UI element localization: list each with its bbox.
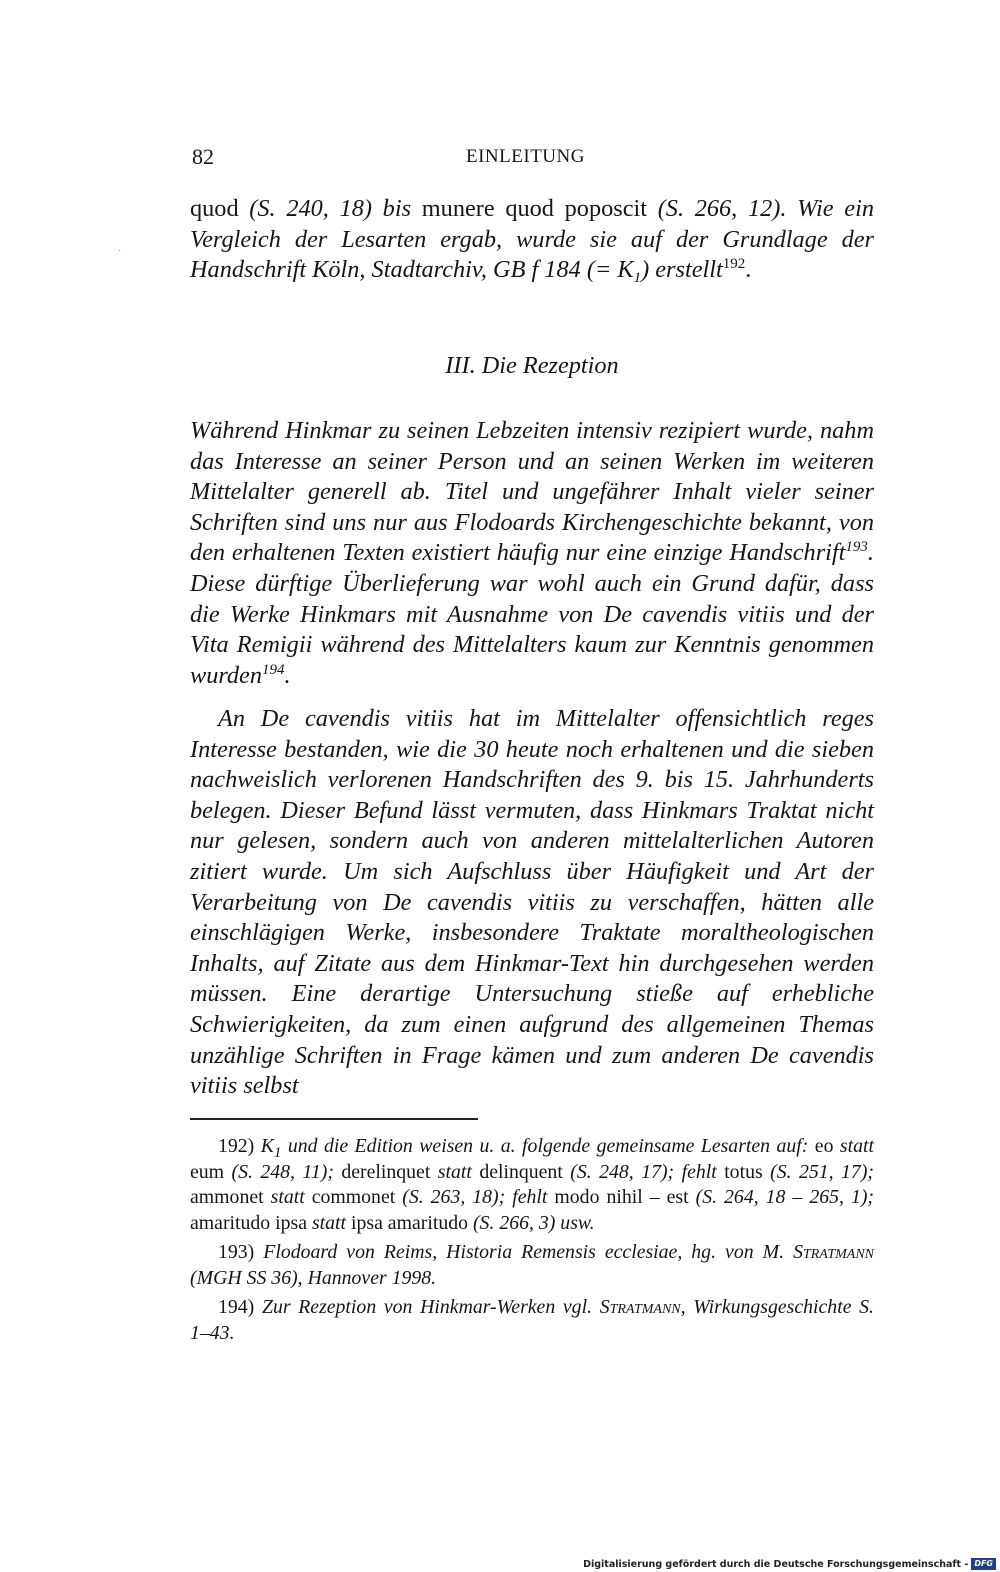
footnote-192 bbox=[190, 1134, 874, 1236]
footnote-text: (S. 263, 18); fehlt bbox=[395, 1186, 555, 1208]
footnote-text: ipsa amaritudo bbox=[350, 1211, 468, 1234]
footnote-number: 192) bbox=[218, 1135, 261, 1157]
footnote-text: (S. 248, 17); fehlt bbox=[562, 1160, 725, 1183]
footnote-ref[interactable]: 194 bbox=[262, 661, 285, 678]
author-name: Stratmann bbox=[793, 1241, 874, 1263]
footnotes bbox=[190, 1134, 874, 1350]
intro-paragraph bbox=[190, 194, 874, 286]
body-text: . Diese dürftige Überlieferung war wohl auch ein Grund dafür, dass die Werke Hinkmars mit Ausnahme von De cavendis vitiis und der Vita Remigii während des Mittelalters kaum zur Kenntnis genommen wurden bbox=[190, 539, 874, 689]
footnote-text: , Wirkungsgeschichte S. 1–43. bbox=[190, 1296, 874, 1344]
intro-text: (S. 266, 12). Wie ein Vergleich der Lesarten ergab, wurde sie auf der Grundlage der Handschrift Köln, Stadtarchiv, GB f 184 (= K bbox=[190, 195, 874, 284]
footnote-text: Flodoard von Reims, Historia Remensis ecclesiae, hg. von M. bbox=[263, 1241, 794, 1263]
footnote-ref[interactable]: 193 bbox=[845, 539, 868, 556]
footnote-text: delinquent bbox=[479, 1160, 563, 1183]
footnote-text: (S. 248, 11); bbox=[224, 1160, 342, 1183]
scan-speck: · bbox=[118, 246, 122, 257]
intro-text: (S. 240, 18) bis bbox=[238, 195, 422, 222]
footnote-text: Zur Rezeption von Hinkmar-Werken vgl. bbox=[261, 1296, 600, 1318]
footnote-193 bbox=[190, 1240, 874, 1291]
footnote-number: 193) bbox=[218, 1241, 264, 1263]
footnote-text: totus bbox=[724, 1160, 763, 1183]
body-text: . bbox=[284, 661, 291, 689]
footnote-194 bbox=[190, 1295, 874, 1346]
footnote-divider bbox=[190, 1118, 478, 1120]
footnote-text: (S. 266, 3) usw. bbox=[468, 1211, 595, 1234]
footnote-text: derelinquet bbox=[341, 1160, 431, 1183]
footnote-text: statt bbox=[307, 1211, 351, 1234]
footnote-text: amaritudo ipsa bbox=[190, 1211, 308, 1234]
intro-text: munere quod poposcit bbox=[421, 195, 647, 222]
footnote-text: (S. 251, 17); bbox=[762, 1160, 874, 1183]
footnote-text: ammonet bbox=[190, 1186, 264, 1208]
footnote-text: K bbox=[260, 1135, 274, 1157]
footnote-number: 194) bbox=[218, 1296, 262, 1318]
footnote-text: eum bbox=[190, 1160, 225, 1183]
footnote-text: eo bbox=[814, 1135, 834, 1157]
footnote-text: modo nihil – est bbox=[554, 1186, 689, 1208]
footnote-text: statt bbox=[263, 1186, 312, 1208]
subscript: 1 bbox=[273, 1145, 282, 1161]
running-head: EINLEITUNG bbox=[466, 146, 585, 167]
author-name: Stratmann bbox=[599, 1296, 681, 1318]
page-number: 82 bbox=[192, 144, 214, 169]
footnote-text: und die Edition weisen u. a. folgende gemeinsame Lesarten auf: bbox=[281, 1135, 815, 1157]
intro-text: ) erstellt bbox=[641, 256, 723, 284]
footnote-ref[interactable]: 192 bbox=[722, 256, 746, 273]
intro-text: . bbox=[745, 256, 752, 284]
footnote-text: statt bbox=[430, 1160, 480, 1183]
body-text: An De cavendis vitiis hat im Mittelalter offensichtlich reges Interesse bestanden, wie die 30 heute noch erhaltenen und die sieben nachweislich verlorenen Handschriften des 9. bis 15. Jahrhunderts belegen. Dieser Befund lässt vermuten, dass Hinkmars Traktat nicht nur gelesen, sondern auch von anderen mittelalterlichen Autoren zitiert wurde. Um sich Aufschluss über Häufigkeit und Art der Verarbeitung von De cavendis vitiis zu verschaffen, hätten alle einschlägigen Werke, insbesondere Traktate moraltheologischen Inhalts, auf Zitate aus dem Hinkmar-Text hin durchgesehen werden müssen. Eine derartige Untersuchung stieße auf erhebliche Schwierigkeiten, da zum einen aufgrund des allgemeinen Themas unzählige Schriften in Frage kämen und zum anderen De cavendis vitiis selbst bbox=[190, 705, 874, 1100]
footnote-text: commonet bbox=[311, 1186, 396, 1208]
digitization-credit bbox=[583, 1558, 996, 1570]
footnote-text: (MGH SS 36), Hannover 1998. bbox=[190, 1266, 437, 1289]
body-paragraph-2 bbox=[190, 704, 874, 1102]
section-heading: III. Die Rezeption bbox=[445, 352, 619, 379]
body-text: Während Hinkmar zu seinen Lebzeiten intensiv rezipiert wurde, nahm das Interesse an seiner Person und an seinen Werken im weiteren Mittelalter generell ab. Titel und ungefährer Inhalt vieler seiner Schriften sind uns nur aus Flodoards Kirchengeschichte bekannt, von den erhaltenen Texten existiert häufig nur eine einzige Handschrift bbox=[190, 417, 874, 567]
body-paragraph-1 bbox=[190, 416, 874, 691]
intro-text: quod bbox=[190, 195, 239, 222]
subscript: 1 bbox=[633, 270, 642, 287]
dfg-logo: DFG bbox=[971, 1558, 996, 1570]
credit-text: Digitalisierung gefördert durch die Deutsche Forschungsgemeinschaft - bbox=[583, 1558, 969, 1570]
footnote-text: statt bbox=[833, 1135, 874, 1157]
footnote-text: (S. 264, 18 – 265, 1); bbox=[688, 1186, 875, 1208]
